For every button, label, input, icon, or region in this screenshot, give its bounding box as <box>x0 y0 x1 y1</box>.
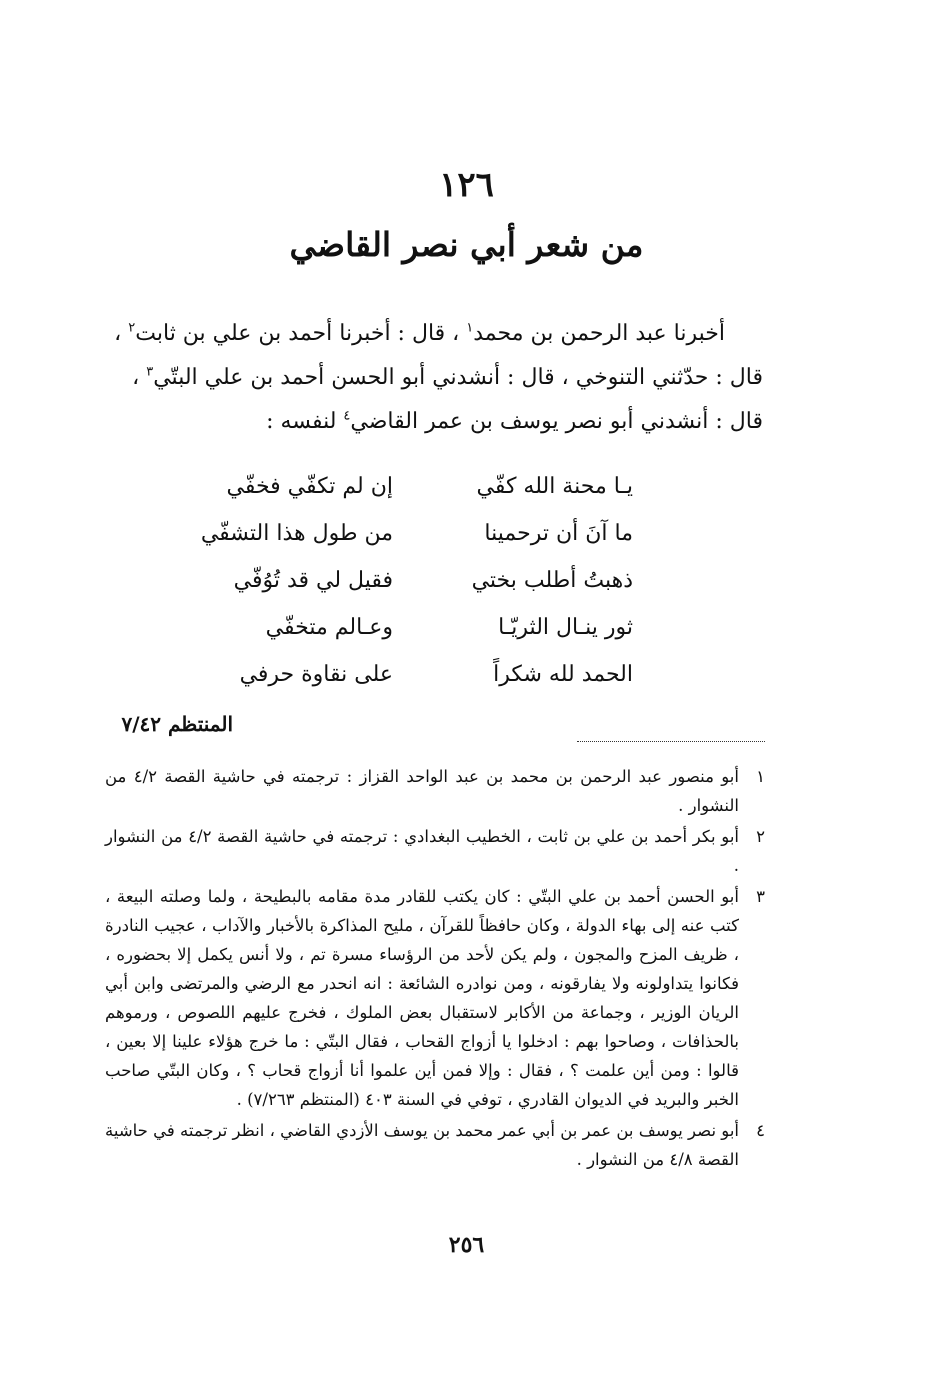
isnad-text: ، <box>132 365 140 390</box>
footnote-text: أبو نصر يوسف بن عمر بن أبي عمر محمد بن يوسف الأزدي القاضي ، انظر ترجمته في حاشية القصة ٤/٨ من النشوار . <box>105 1121 739 1169</box>
verse-second-hemistich: فقيل لي قد تُوُفّي <box>233 568 393 593</box>
verse-second-hemistich: وعـالم متخفّي <box>265 615 393 640</box>
isnad-line-3 <box>163 400 763 444</box>
footnote-ref: ١ <box>466 320 474 336</box>
story-title: من شعر أبي نصر القاضي <box>289 225 644 264</box>
footnote <box>105 762 765 820</box>
isnad-text: ، قال : أخبرنا أحمد بن علي بن ثابت <box>135 321 460 346</box>
isnad-text: أخبرنا عبد الرحمن بن محمد <box>473 321 725 346</box>
footnote-ref: ٢ <box>128 320 136 336</box>
footnote-divider <box>577 741 765 742</box>
footnote-text: أبو الحسن أحمد بن علي البتّي : كان يكتب للقادر مدة مقامه بالبطيحة ، ولما وصلته البيعة ، كتب عنه إلى بهاء الدولة ، وكان حافظاً للقرآن ، مليح المذاكرة بالأخبار والآداب ، عجيب النادرة ، ظريف المزح والمجون ، ولم يكن لأحد من الرؤساء مسرة تم ، ولا أنس يكمل إلا بحضوره ، فكانوا يتداولونه ولا يفارقونه ، ومن نوادره الشائعة : انه انحدر مع الرضي والمرتضى وابن أبي الريان الوزير ، وجماعة من الأكابر لاستقبال بعض الملوك ، فخرج عليهم اللصوص ، ورموهم بالحذافات ، وصاحوا بهم : ادخلوا يا أزواج القحاب ، فقال البتّي : ما خرج هؤلاء علينا إلا بعين ، قالوا : ومن أين علمت ؟ ، فقال : وإلا فمن أين علموا أنا أزواج قحاب ؟ ، وكان البتّي صاحب الخبر والبريد في الديوان القادري ، توفي في السنة ٤٠٣ (المنتظم ٧/٢٦٣) . <box>105 887 739 1109</box>
footnote-text: أبو منصور عبد الرحمن بن محمد بن عبد الواحد القزاز : ترجمته في حاشية القصة ٤/٢ من النشوار . <box>105 767 739 815</box>
footnote <box>105 882 765 1114</box>
verse-second-hemistich: على نقاوة حرفي <box>239 662 393 687</box>
footnote-text: أبو بكر أحمد بن علي بن ثابت ، الخطيب البغدادي : ترجمته في حاشية القصة ٤/٢ من النشوار . <box>105 827 739 875</box>
isnad-text: ، <box>114 321 122 346</box>
isnad-line-2 <box>132 356 763 400</box>
poem-verse <box>213 604 633 651</box>
poem-verse <box>213 651 633 698</box>
footnote-number: ٣ <box>756 887 765 906</box>
poem <box>200 463 633 698</box>
isnad-paragraph <box>114 312 763 444</box>
footnote <box>105 1116 765 1174</box>
verse-second-hemistich: من طول هذا التشفّي <box>200 521 393 546</box>
isnad-line-1 <box>114 312 725 356</box>
footnote <box>105 822 765 880</box>
footnote-number: ٢ <box>756 827 765 846</box>
poem-verse <box>213 463 633 510</box>
story-number: ١٢٦ <box>439 165 494 205</box>
footnotes <box>105 762 765 1176</box>
poem-verse <box>213 557 633 604</box>
isnad-text: قال : أنشدني أبو نصر يوسف بن عمر القاضي <box>350 409 763 434</box>
page-number: ٢٥٦ <box>448 1232 485 1258</box>
verse-first-hemistich: يـا محنة الله كفّي <box>476 474 633 499</box>
verse-first-hemistich: الحمد لله شكراً <box>493 662 633 687</box>
footnote-ref: ٣ <box>146 364 154 380</box>
poem-verse <box>200 510 633 557</box>
footnote-number: ٤ <box>756 1121 765 1140</box>
source-citation: المنتظم ٧/٤٢ <box>121 712 233 736</box>
verse-first-hemistich: ثور ينـال الثريّـا <box>498 615 633 640</box>
verse-first-hemistich: ذهبتُ أطلب بختي <box>471 568 633 593</box>
isnad-text: قال : حدّثني التنوخي ، قال : أنشدني أبو الحسن أحمد بن علي البتّي <box>153 365 763 390</box>
isnad-text: لنفسه : <box>266 409 337 434</box>
verse-second-hemistich: إن لم تكفّي فخفّي <box>226 474 393 499</box>
footnote-number: ١ <box>756 767 765 786</box>
verse-first-hemistich: ما آنَ أن ترحمينا <box>484 521 633 546</box>
footnote-ref: ٤ <box>343 408 351 424</box>
